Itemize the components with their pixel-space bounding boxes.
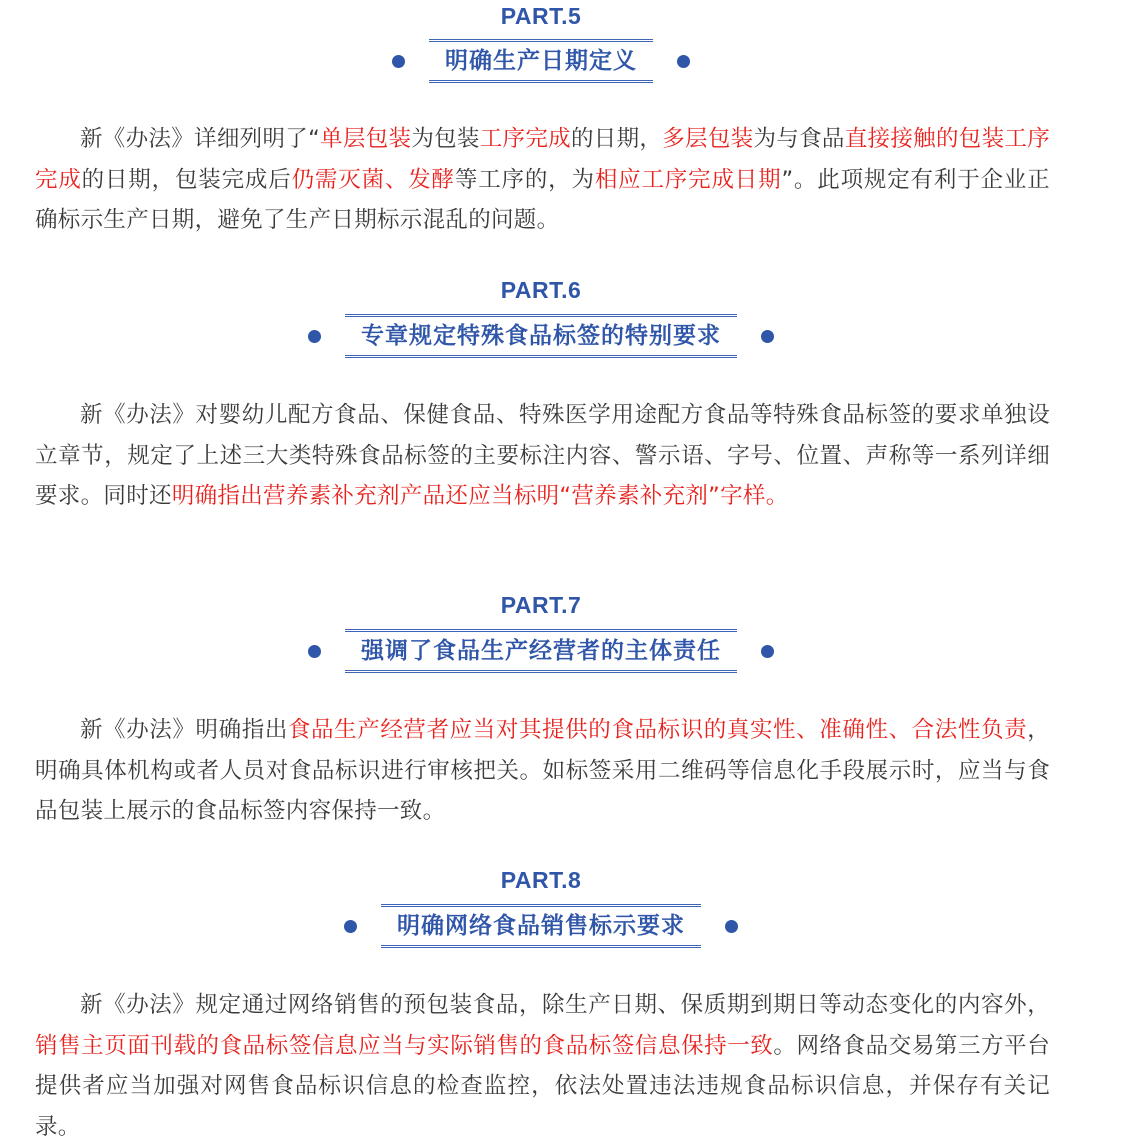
highlighted-text: 工序完成 [479, 126, 571, 152]
part-label: PART.7 [500, 592, 582, 618]
part-label: PART.6 [500, 277, 582, 303]
highlighted-text: 多层包装 [662, 126, 754, 152]
highlighted-text: 单层包装 [320, 126, 412, 152]
section-heading: 明确网络食品销售标示要求 [381, 904, 701, 948]
body-text: 的日期，包装完成后 [81, 166, 292, 193]
section-heading-row [0, 629, 1082, 673]
body-text: 新《办法》明确指出 [80, 717, 288, 743]
bullet-dot-icon [761, 645, 774, 658]
body-text: ，明确具体机构或者人员对食品标识进行审核把关。如标签采用二维码等信息化手段展示时，应当与食品包装上展示的食品标签内容保持一致。 [35, 717, 1050, 824]
body-text: ”。此项规定有利于企业正确标示生产日期，避免了生产日期标示混乱的问题。 [35, 166, 1050, 233]
body-text: 新《办法》对婴幼儿配方食品、保健食品、特殊医学用途配方食品等特殊食品标签的要求单独设立章节，规定了上述三大类特殊食品标签的主要标注内容、警示语、字号、位置、声称等一系列详细要求。同时还 [35, 402, 1050, 509]
section-paragraph [35, 395, 1050, 517]
highlighted-text: 直接接触的包装工序完成 [35, 126, 1051, 193]
section-heading: 强调了食品生产经营者的主体责任 [345, 629, 737, 673]
bullet-dot-icon [392, 55, 405, 68]
body-text: 新《办法》规定通过网络销售的预包装食品，除生产日期、保质期到期日等动态变化的内容外， [80, 992, 1050, 1018]
section-heading-row [0, 314, 1082, 358]
body-text: 的日期， [571, 126, 663, 152]
bullet-dot-icon [761, 330, 774, 343]
section-paragraph [35, 985, 1050, 1147]
highlighted-text: 仍需灭菌、发酵 [291, 166, 455, 193]
body-text: 为与食品 [753, 126, 845, 152]
bullet-dot-icon [308, 645, 321, 658]
section-heading-row [0, 39, 1082, 83]
body-text: 为包装 [411, 126, 480, 152]
body-text: 等工序的，为 [454, 166, 595, 193]
section-paragraph [35, 119, 1050, 241]
bullet-dot-icon [344, 920, 357, 933]
section-heading-row [0, 904, 1082, 948]
section-heading: 明确生产日期定义 [429, 39, 653, 83]
body-text: 。网络食品交易第三方平台提供者应当加强对网售食品标识信息的检查监控，依法处置违法违规食品标识信息，并保存有关记录。 [35, 1032, 1050, 1140]
body-text: 新《办法》详细列明了“ [80, 126, 321, 152]
highlighted-text: 销售主页面刊载的食品标签信息应当与实际销售的食品标签信息保持一致 [35, 1032, 774, 1059]
bullet-dot-icon [725, 920, 738, 933]
section-heading: 专章规定特殊食品标签的特别要求 [345, 314, 737, 358]
part-label: PART.5 [500, 3, 582, 29]
highlighted-text: 食品生产经营者应当对其提供的食品标识的真实性、准确性、合法性负责 [287, 717, 1028, 743]
highlighted-text: 明确指出营养素补充剂产品还应当标明“营养素补充剂”字样。 [171, 483, 789, 509]
bullet-dot-icon [677, 55, 690, 68]
highlighted-text: 相应工序完成日期 [594, 166, 782, 193]
part-label: PART.8 [500, 867, 582, 893]
section-paragraph [35, 710, 1050, 832]
bullet-dot-icon [308, 330, 321, 343]
